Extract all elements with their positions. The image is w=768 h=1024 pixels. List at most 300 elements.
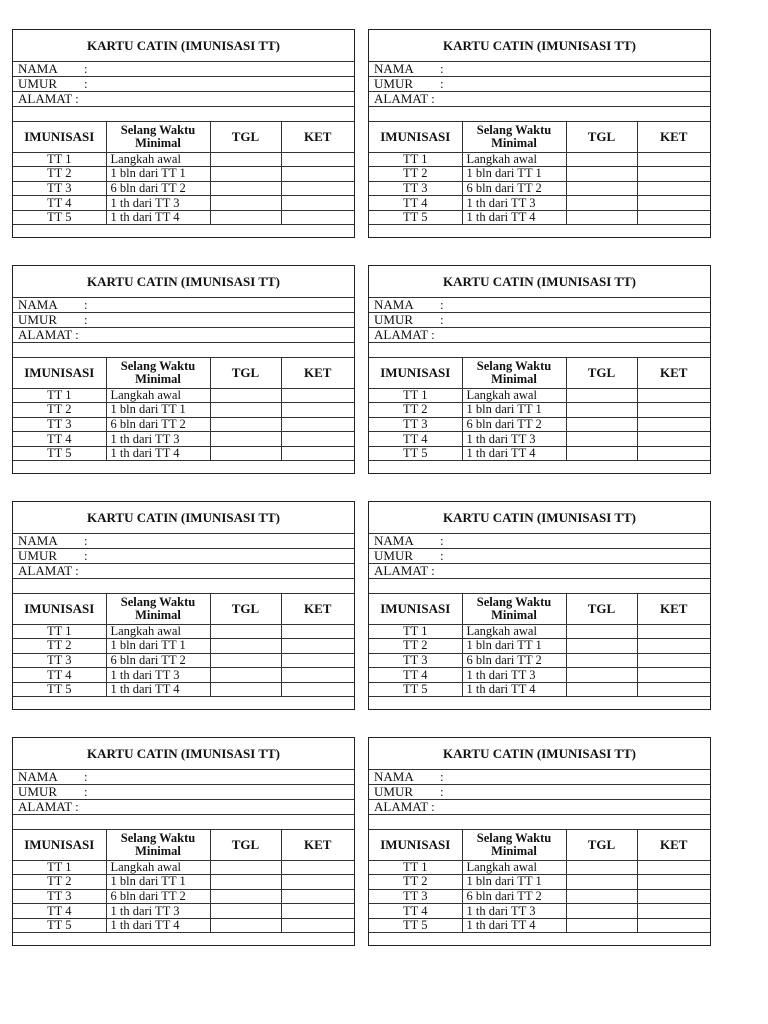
nama-label: NAMA [18,533,58,548]
umur-colon: : [440,548,444,563]
selang-waktu-cell: 1 th dari TT 3 [106,904,210,919]
imunisasi-cell: TT 2 [369,403,462,418]
table-row [369,167,710,182]
header-ket: KET [281,594,354,624]
ket-cell [637,417,710,432]
nama-colon: : [440,769,444,784]
nama-colon: : [440,297,444,312]
table-row [369,904,710,919]
catin-card-6 [368,501,711,710]
alamat-label: ALAMAT : [18,799,79,814]
tgl-cell [210,388,281,403]
catin-card-7 [12,737,355,946]
card-footer-row [13,933,354,949]
table-row [369,624,710,639]
umur-colon: : [84,784,88,799]
imunisasi-cell: TT 1 [369,624,462,639]
selang-waktu-cell: Langkah awal [106,860,210,875]
alamat-label: ALAMAT : [374,327,435,342]
ket-cell [281,639,354,654]
card-title: KARTU CATIN (IMUNISASI TT) [369,502,710,534]
tgl-cell [566,210,637,225]
imunisasi-cell: TT 3 [369,653,462,668]
selang-waktu-cell: 1 th dari TT 4 [106,210,210,225]
tgl-cell [566,403,637,418]
imunisasi-cell: TT 4 [13,432,106,447]
selang-waktu-cell: 1 bln dari TT 1 [462,167,566,182]
imunisasi-cell: TT 3 [369,417,462,432]
imunisasi-cell: TT 1 [369,152,462,167]
card-title: KARTU CATIN (IMUNISASI TT) [369,30,710,62]
table-row [13,639,354,654]
umur-colon: : [440,76,444,91]
card-footer-row [13,461,354,477]
spacer-row [13,579,354,594]
selang-waktu-cell: 1 bln dari TT 1 [462,403,566,418]
table-row [13,904,354,919]
imunisasi-cell: TT 2 [13,639,106,654]
table-row [13,668,354,683]
imunisasi-cell: TT 1 [13,152,106,167]
tgl-cell [210,918,281,933]
ket-cell [281,904,354,919]
tgl-cell [210,446,281,461]
tgl-cell [566,446,637,461]
header-imunisasi: IMUNISASI [369,830,462,860]
header-ket: KET [281,122,354,152]
imunisasi-cell: TT 2 [13,875,106,890]
table-row [369,682,710,697]
imunisasi-cell: TT 4 [369,432,462,447]
umur-label: UMUR [18,312,58,327]
card-title: KARTU CATIN (IMUNISASI TT) [13,502,354,534]
umur-label: UMUR [18,76,58,91]
tgl-cell [210,860,281,875]
header-ket: KET [281,830,354,860]
tgl-cell [210,210,281,225]
imunisasi-cell: TT 5 [13,682,106,697]
ket-cell [281,417,354,432]
table-header-row [369,594,710,624]
umur-field [13,785,354,800]
catin-card-5 [12,501,355,710]
alamat-label: ALAMAT : [18,563,79,578]
nama-label: NAMA [374,297,414,312]
selang-waktu-cell: 6 bln dari TT 2 [462,417,566,432]
table-row [13,918,354,933]
card-title: KARTU CATIN (IMUNISASI TT) [369,738,710,770]
header-selang-waktu: Selang Waktu Minimal [462,358,566,388]
table-header-row [369,830,710,860]
header-selang-waktu: Selang Waktu Minimal [106,594,210,624]
ket-cell [281,167,354,182]
alamat-field [13,564,354,579]
ket-cell [637,682,710,697]
imunisasi-cell: TT 5 [13,210,106,225]
selang-waktu-cell: 1 th dari TT 3 [106,196,210,211]
header-selang-waktu: Selang Waktu Minimal [462,594,566,624]
umur-field [13,549,354,564]
selang-waktu-cell: Langkah awal [106,388,210,403]
selang-waktu-cell: Langkah awal [462,152,566,167]
imunisasi-cell: TT 5 [369,210,462,225]
imunisasi-cell: TT 2 [369,875,462,890]
immunization-table [13,594,354,697]
selang-waktu-cell: 1 th dari TT 4 [462,446,566,461]
selang-waktu-cell: Langkah awal [106,152,210,167]
table-row [369,196,710,211]
table-row [13,653,354,668]
table-row [13,860,354,875]
nama-label: NAMA [18,769,58,784]
header-imunisasi: IMUNISASI [369,358,462,388]
spacer-row [369,579,710,594]
alamat-field [369,92,710,107]
ket-cell [637,167,710,182]
imunisasi-cell: TT 2 [369,167,462,182]
table-row [369,668,710,683]
tgl-cell [566,167,637,182]
tgl-cell [566,432,637,447]
alamat-field [369,800,710,815]
imunisasi-cell: TT 2 [13,403,106,418]
immunization-table [369,122,710,225]
table-row [369,889,710,904]
ket-cell [281,196,354,211]
header-tgl: TGL [566,358,637,388]
selang-waktu-cell: 1 th dari TT 4 [106,682,210,697]
table-row [369,875,710,890]
immunization-table [369,358,710,461]
nama-label: NAMA [18,61,58,76]
spacer-row [13,815,354,830]
nama-colon: : [84,61,88,76]
nama-field [369,534,710,549]
immunization-table [13,122,354,225]
imunisasi-cell: TT 2 [13,167,106,182]
spacer-row [369,107,710,122]
umur-colon: : [440,312,444,327]
imunisasi-cell: TT 1 [369,860,462,875]
ket-cell [281,918,354,933]
imunisasi-cell: TT 1 [13,624,106,639]
alamat-label: ALAMAT : [18,327,79,342]
selang-waktu-cell: 6 bln dari TT 2 [462,889,566,904]
ket-cell [281,181,354,196]
tgl-cell [566,682,637,697]
ket-cell [281,875,354,890]
header-ket: KET [281,358,354,388]
catin-card-4 [368,265,711,474]
alamat-field [13,800,354,815]
header-ket: KET [637,122,710,152]
tgl-cell [210,403,281,418]
header-ket: KET [637,358,710,388]
alamat-label: ALAMAT : [374,91,435,106]
card-footer-row [13,225,354,241]
selang-waktu-cell: 1 th dari TT 3 [106,668,210,683]
nama-label: NAMA [374,533,414,548]
selang-waktu-cell: 1 th dari TT 3 [462,196,566,211]
selang-waktu-cell: 1 bln dari TT 1 [462,639,566,654]
umur-field [369,77,710,92]
table-header-row [13,594,354,624]
alamat-field [369,328,710,343]
imunisasi-cell: TT 4 [13,196,106,211]
header-selang-waktu: Selang Waktu Minimal [462,830,566,860]
tgl-cell [566,181,637,196]
imunisasi-cell: TT 4 [369,196,462,211]
ket-cell [281,668,354,683]
alamat-field [369,564,710,579]
selang-waktu-cell: 1 th dari TT 4 [462,918,566,933]
tgl-cell [210,432,281,447]
ket-cell [281,624,354,639]
nama-field [369,298,710,313]
catin-card-1 [12,29,355,238]
table-row [369,417,710,432]
header-imunisasi: IMUNISASI [369,122,462,152]
catin-card-3 [12,265,355,474]
ket-cell [281,152,354,167]
tgl-cell [566,639,637,654]
table-header-row [13,358,354,388]
ket-cell [637,210,710,225]
selang-waktu-cell: 6 bln dari TT 2 [106,653,210,668]
ket-cell [281,432,354,447]
nama-label: NAMA [374,769,414,784]
table-header-row [369,358,710,388]
alamat-field [13,92,354,107]
table-row [369,446,710,461]
selang-waktu-cell: 1 bln dari TT 1 [106,167,210,182]
alamat-field [13,328,354,343]
selang-waktu-cell: Langkah awal [462,388,566,403]
ket-cell [281,889,354,904]
table-row [13,889,354,904]
ket-cell [637,196,710,211]
imunisasi-cell: TT 1 [13,860,106,875]
immunization-table [13,358,354,461]
nama-field [13,298,354,313]
nama-colon: : [84,769,88,784]
selang-waktu-cell: 1 th dari TT 3 [462,432,566,447]
spacer-row [369,343,710,358]
tgl-cell [566,889,637,904]
nama-field [13,770,354,785]
header-ket: KET [637,594,710,624]
tgl-cell [566,196,637,211]
table-row [13,167,354,182]
header-selang-waktu: Selang Waktu Minimal [106,122,210,152]
ket-cell [281,653,354,668]
imunisasi-cell: TT 5 [369,682,462,697]
card-title: KARTU CATIN (IMUNISASI TT) [13,266,354,298]
selang-waktu-cell: Langkah awal [462,860,566,875]
ket-cell [637,918,710,933]
imunisasi-cell: TT 3 [13,889,106,904]
umur-field [13,313,354,328]
imunisasi-cell: TT 5 [13,446,106,461]
header-imunisasi: IMUNISASI [13,122,106,152]
table-row [369,432,710,447]
ket-cell [281,682,354,697]
ket-cell [637,860,710,875]
table-row [13,446,354,461]
selang-waktu-cell: 1 bln dari TT 1 [106,403,210,418]
ket-cell [637,639,710,654]
nama-field [369,62,710,77]
umur-label: UMUR [374,784,414,799]
tgl-cell [566,904,637,919]
ket-cell [281,860,354,875]
table-row [13,682,354,697]
table-row [369,860,710,875]
table-row [369,653,710,668]
selang-waktu-cell: 6 bln dari TT 2 [462,653,566,668]
umur-label: UMUR [18,548,58,563]
immunization-table [13,830,354,933]
card-footer-row [369,225,710,241]
selang-waktu-cell: 1 th dari TT 4 [462,210,566,225]
ket-cell [637,889,710,904]
header-selang-waktu: Selang Waktu Minimal [106,358,210,388]
header-imunisasi: IMUNISASI [13,358,106,388]
card-title: KARTU CATIN (IMUNISASI TT) [13,738,354,770]
selang-waktu-cell: 6 bln dari TT 2 [462,181,566,196]
tgl-cell [566,668,637,683]
imunisasi-cell: TT 5 [369,918,462,933]
nama-colon: : [440,533,444,548]
table-row [369,918,710,933]
selang-waktu-cell: 1 bln dari TT 1 [462,875,566,890]
table-row [13,624,354,639]
header-selang-waktu: Selang Waktu Minimal [462,122,566,152]
spacer-row [369,815,710,830]
tgl-cell [210,624,281,639]
ket-cell [637,653,710,668]
tgl-cell [210,167,281,182]
umur-colon: : [84,548,88,563]
ket-cell [637,388,710,403]
catin-card-2 [368,29,711,238]
imunisasi-cell: TT 2 [369,639,462,654]
table-row [13,432,354,447]
header-tgl: TGL [210,594,281,624]
tgl-cell [566,624,637,639]
table-row [369,181,710,196]
umur-field [369,549,710,564]
ket-cell [637,875,710,890]
header-tgl: TGL [210,122,281,152]
selang-waktu-cell: Langkah awal [106,624,210,639]
header-tgl: TGL [566,830,637,860]
spacer-row [13,107,354,122]
ket-cell [281,210,354,225]
alamat-label: ALAMAT : [18,91,79,106]
tgl-cell [210,196,281,211]
table-row [13,210,354,225]
header-imunisasi: IMUNISASI [13,594,106,624]
tgl-cell [566,152,637,167]
selang-waktu-cell: 1 th dari TT 3 [462,668,566,683]
umur-colon: : [84,312,88,327]
spacer-row [13,343,354,358]
selang-waktu-cell: 1 th dari TT 3 [462,904,566,919]
table-row [13,196,354,211]
selang-waktu-cell: 1 th dari TT 3 [106,432,210,447]
tgl-cell [566,860,637,875]
tgl-cell [210,904,281,919]
card-footer-row [369,933,710,949]
header-imunisasi: IMUNISASI [13,830,106,860]
imunisasi-cell: TT 3 [13,653,106,668]
card-footer-row [13,697,354,713]
table-row [369,639,710,654]
header-tgl: TGL [566,594,637,624]
umur-label: UMUR [374,76,414,91]
selang-waktu-cell: 6 bln dari TT 2 [106,889,210,904]
nama-label: NAMA [18,297,58,312]
table-header-row [13,122,354,152]
imunisasi-cell: TT 5 [13,918,106,933]
nama-colon: : [84,297,88,312]
table-row [13,388,354,403]
ket-cell [637,446,710,461]
imunisasi-cell: TT 4 [369,904,462,919]
table-row [369,210,710,225]
tgl-cell [566,417,637,432]
nama-field [13,534,354,549]
selang-waktu-cell: 1 bln dari TT 1 [106,875,210,890]
ket-cell [637,181,710,196]
table-row [13,875,354,890]
immunization-table [369,830,710,933]
card-title: KARTU CATIN (IMUNISASI TT) [369,266,710,298]
umur-field [13,77,354,92]
ket-cell [281,403,354,418]
table-row [369,388,710,403]
immunization-table [369,594,710,697]
ket-cell [281,388,354,403]
umur-label: UMUR [374,312,414,327]
alamat-label: ALAMAT : [374,799,435,814]
umur-field [369,785,710,800]
selang-waktu-cell: 1 th dari TT 4 [106,918,210,933]
nama-field [13,62,354,77]
card-footer-row [369,461,710,477]
nama-colon: : [84,533,88,548]
header-tgl: TGL [210,358,281,388]
tgl-cell [566,875,637,890]
catin-card-8 [368,737,711,946]
tgl-cell [210,181,281,196]
selang-waktu-cell: 6 bln dari TT 2 [106,417,210,432]
imunisasi-cell: TT 4 [369,668,462,683]
ket-cell [637,624,710,639]
imunisasi-cell: TT 5 [369,446,462,461]
tgl-cell [566,918,637,933]
table-row [13,181,354,196]
umur-field [369,313,710,328]
umur-colon: : [440,784,444,799]
nama-colon: : [440,61,444,76]
ket-cell [637,668,710,683]
table-header-row [369,122,710,152]
nama-label: NAMA [374,61,414,76]
table-header-row [13,830,354,860]
umur-label: UMUR [374,548,414,563]
